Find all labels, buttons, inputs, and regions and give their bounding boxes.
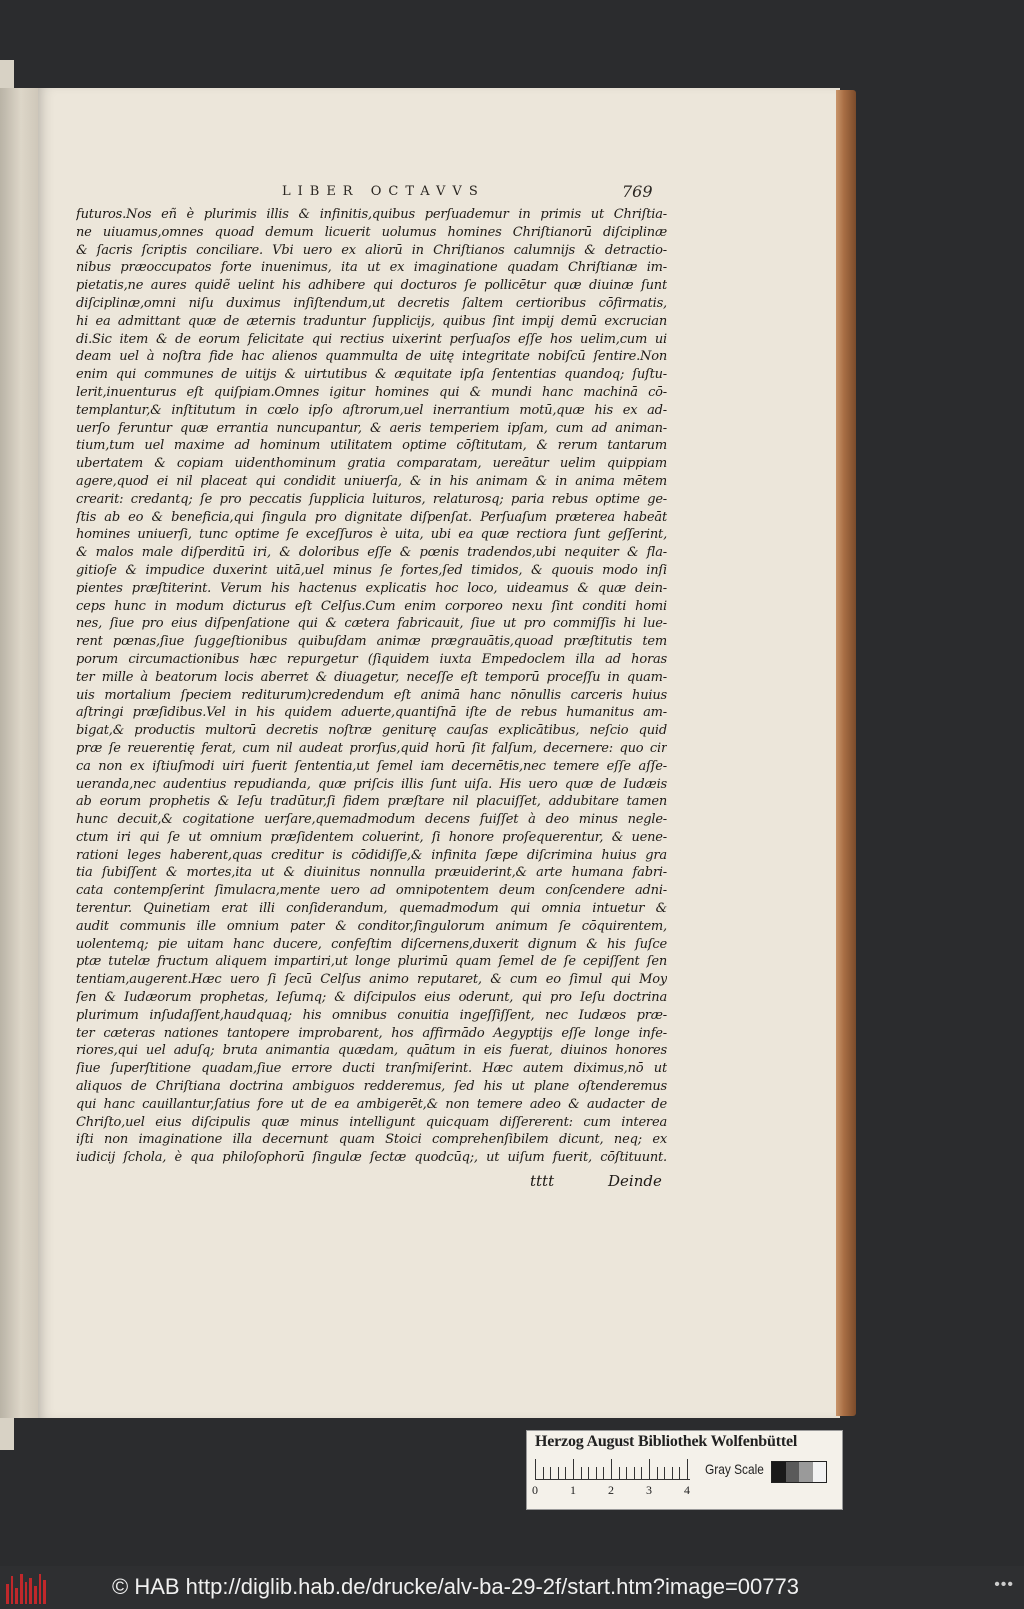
text-line: nibus præoccupatos forte inuenimus, ita ut ex imaginatione quadam Chriſtianæ im-	[76, 260, 667, 276]
text-line: aliquos de Chriſtiana doctrina ambiguos redderemus, ſed his ut plane oſtenderemus	[76, 1079, 667, 1095]
footer-bar	[0, 1566, 1024, 1609]
ruler-tick	[657, 1467, 658, 1479]
text-line: ca non ex iſtiuſmodi uiri fuerit ſententia,ut ſemel iam decernētis,nec temere eſſe aſſe-	[76, 758, 667, 774]
ruler-tick	[687, 1459, 688, 1479]
logo-bar	[20, 1574, 23, 1604]
logo-bar	[43, 1580, 46, 1604]
body-text	[76, 206, 667, 1167]
left-page-edge	[0, 88, 38, 1418]
signature-mark: tttt	[530, 1172, 555, 1190]
text-line: nes, ſiue pro eius diſpenſatione qui & cætera fabricauit, ſiue ut pro commiſſis hi lue-	[76, 616, 667, 632]
ruler-tick	[649, 1459, 650, 1479]
text-line: ne uiuamus,omnes quoad demum licuerit uolumus homines Chriſtianorū diſciplinæ	[76, 224, 667, 240]
text-line: futuros.Nos eñ è plurimis illis & infinitis,quibus perſuademur in primis ut Chriſtia-	[76, 207, 667, 222]
ruler-tick	[679, 1467, 680, 1479]
text-line: qui hanc cauillantur,ſatius fore ut de ea ambigerēt,& non temere adeo & audacter de	[76, 1096, 667, 1112]
gray-swatch	[786, 1462, 800, 1482]
text-line: hi ea admittant quæ de æternis traduntur ſupplicijs, quibus ſint impij demū excrucian	[76, 313, 667, 329]
logo-bar	[29, 1578, 32, 1604]
logo-bar	[6, 1584, 9, 1604]
text-line: ter cæteras nationes tantopere improbarent, hos affirmādo Aegyptijs eſſe longe infe-	[76, 1025, 667, 1041]
ruler-number: 3	[646, 1483, 652, 1497]
text-line: pientes præſtiterint. Verum his hactenus explicatis hoc loco, uideamus & quæ dein-	[76, 580, 667, 596]
gray-swatch	[772, 1462, 786, 1482]
text-line: iſti non imaginatione illa decernunt quam Stoici comprehenſibilem dicunt, neq; ex	[76, 1132, 667, 1148]
text-line: lerit,inuenturus eſt quiſpiam.Omnes igitur homines qui & mundi hanc machinā cō-	[76, 384, 667, 400]
ruler-tick	[603, 1467, 604, 1479]
gray-scale-label: Gray Scale	[705, 1461, 764, 1477]
text-line: bigat,& productis multorū decretis noſtræ geniturę cauſas explicātibus, neſcio quid	[76, 723, 667, 739]
text-line: iudicij ſchola, è qua philoſophorū ſingulæ ſectæ quodcūq;, ut uiſum fuerit, cōſtituunt.	[76, 1150, 667, 1166]
text-line: rationi leges haberent,quas creditur is cōdidiſſe,& infinita ſæpe diſcrimina huius gra	[76, 847, 667, 863]
text-line: deam uel à noſtra fide hac alienos quammulta de uitę integritate nobiſcū ſentire.Non	[76, 349, 667, 365]
text-line: uolentemq; pie uitam hanc ducere, confeſtim diſcernens,duxerit dignum & his ſuſce	[76, 936, 667, 952]
text-line: plurimum inſudaſſent,haudquaq; his omnibus conuitia ingeſſiſſent, nec Iudæos præ-	[76, 1007, 667, 1023]
gray-scale-bar	[771, 1461, 827, 1483]
text-line: diſciplinæ,omni niſu duximus inſiſtendum,ut decretis ſaltem certioribus cōfirmatis,	[76, 295, 667, 311]
text-line: tia ſubiſſent & mortes,ita ut & diuinitus nonnulla præuiderint,& arte humana fabri-	[76, 865, 667, 881]
text-line: gitioſe & impudice duxerint uitā,uel minus ſe fortes,ſed timidos, & quouis modo inſi	[76, 562, 667, 578]
text-line: hunc decuit,& cogitatione uerſare,quemadmodum decens fuiſſet à deo minus negle-	[76, 812, 667, 828]
text-line: ceps hunc in modum dicturus eſt Celſus.Cum enim corporeo nexu ſint conditi homi	[76, 598, 667, 614]
text-line: di.Sic item & de eorum felicitate qui rectius uixerint perſuaſos eſſe hos uelim,cum ui	[76, 331, 667, 347]
text-line: tentiam,augerent.Hæc uero ſi ſecū Celſus animo reputaret, & cum eo ſimul qui Moy	[76, 972, 667, 988]
text-line: templantur,& inſtitutum in cœlo ipſo aſtrorum,uel inerrantium motū,quæ his ex ad-	[76, 402, 667, 418]
catch-row	[530, 1172, 670, 1192]
text-line: aſtringi præſidibus.Vel in his quidem aduerte,quantiſnā iſte de rebus humanitus am-	[76, 705, 667, 721]
ruler-number: 0	[532, 1483, 538, 1497]
logo-bar	[15, 1588, 18, 1604]
ruler-tick	[619, 1467, 620, 1479]
running-title: LIBER OCTAVVS	[282, 184, 485, 199]
ruler-number: 2	[608, 1483, 614, 1497]
footer-credit: © HAB http://diglib.hab.de/drucke/alv-ba-29-2f/start.htm?image=00773	[112, 1574, 799, 1599]
ruler-tick	[573, 1459, 574, 1479]
hab-logo-icon	[6, 1572, 46, 1604]
ruler-tick	[558, 1467, 559, 1479]
ruler-tick	[664, 1467, 665, 1479]
logo-bar	[39, 1574, 42, 1604]
text-line: crearit: credantq; ſe pro peccatis ſupplicia luituros, relaturosq; paria rebus optime ge-	[76, 491, 667, 507]
text-line: Chriſto,uel eius diſcipulis quæ minus intelligunt quicquam diſſererent: cum interea	[76, 1114, 667, 1130]
text-line: audit communis ille omnium pater & conditor,ſingulorum animum ſe cōquirentem,	[76, 918, 667, 934]
text-line: uerſo feruntur quæ errantia nuncupantur, & aeris temperiem ipſam, cum ad animan-	[76, 420, 667, 436]
text-line: & ſacris ſcriptis conciliare. Vbi uero ex aliorū in Chriſtianos calumnijs & detractio-	[76, 242, 667, 258]
text-line: cata contempſerint ſimulacra,mente uero ad omnipotentem deum conſcendere adni-	[76, 883, 667, 899]
ruler-number: 1	[570, 1483, 576, 1497]
text-line: uis mortalium ſpeciem rediturum)credendum eſt animā hanc nōnullis carceris huius	[76, 687, 667, 703]
ruler-tick	[641, 1467, 642, 1479]
ruler-tick	[611, 1459, 612, 1479]
ruler-tick	[550, 1467, 551, 1479]
text-line: ptæ tutelæ fructum aliquem impartiri,ut longe plurimū quam ſemel de ſe cepiſſent ſen	[76, 954, 667, 970]
logo-bar	[11, 1576, 14, 1604]
logo-bar	[34, 1586, 37, 1604]
text-line: ſen & Iudæorum prophetas, Ieſumq; & diſcipulos eius oderunt, qui pro Ieſu doctrina	[76, 990, 667, 1006]
gray-swatch	[799, 1462, 813, 1482]
ruler-tick	[626, 1467, 627, 1479]
ruler-tick	[565, 1467, 566, 1479]
ruler-number: 4	[684, 1483, 690, 1497]
text-line: ſtis ab eo & beneficia,qui ſingula pro dignitate diſpenſat. Perſuaſum præterea habeāt	[76, 509, 667, 525]
gray-swatch	[813, 1462, 827, 1482]
text-line: ſiue ſuperſtitione quadam,ſiue errore ducti tranſmiſerint. Hæc autem diximus,nō ut	[76, 1061, 667, 1077]
text-line: agere,quod ei nil placeat qui condidit uniuerſa, & in his animam & in anima mētem	[76, 473, 667, 489]
text-line: riores,qui uel aduſq; bruta animantia quædam, quātum in eis fuerat, diuinos honores	[76, 1043, 667, 1059]
text-line: ueranda,nec audentius repudianda, quæ priſcis illis ſunt uiſa. His uero quæ de Iudæis	[76, 776, 667, 792]
color-scale-card	[526, 1430, 843, 1510]
text-line: homines uniuerſi, tunc optime ſe exceſſuros è uita, ubi ea quæ rectiora ſunt geſſerint,	[76, 527, 667, 543]
catchword: Deinde	[608, 1172, 662, 1190]
text-line: & malos male diſperditū iri, & doloribus eſſe & pœnis tradendos,ubi nequiter & fla-	[76, 545, 667, 561]
ruler-tick	[535, 1459, 536, 1479]
text-line: ab eorum prophetis & Ieſu tradūtur,ſi fidem præſtare nil placuiſſet, addubitare tamen	[76, 794, 667, 810]
text-line: pietatis,ne aures quidẽ uelint his adhibere qui docturos ſe pollicētur quæ diuinæ ſunt	[76, 278, 667, 294]
text-line: tium,tum uel maxime ad hominum utilitatem optime cōſtitutam, & rerum tantarum	[76, 438, 667, 454]
text-line: rent pœnas,ſiue ſuggeſtionibus quibuſdam animæ prægrauātis,quoad præſtitutis tem	[76, 634, 667, 650]
ruler-tick	[672, 1467, 673, 1479]
more-menu-icon[interactable]: •••	[994, 1576, 1014, 1593]
ruler-tick	[596, 1467, 597, 1479]
ruler	[535, 1457, 690, 1480]
text-line: præ ſe reuerentię ferat, cum nil audeat prorſus,quid horū ſit falſum, decernere: quo cir	[76, 740, 667, 756]
text-line: terentur. Quinetiam erat illi conſiderandum, quemadmodum qui omnia intuetur &	[76, 901, 667, 917]
ruler-tick	[634, 1467, 635, 1479]
text-line: porum circumactionibus hæc repurgetur (ſiquidem iuxta Empedoclem illa ad horas	[76, 651, 667, 667]
page-number: 769	[622, 182, 653, 201]
text-line: enim qui communes de uitijs & uirtutibus & æquitate ipſa ſententias quandoq; ſuſtu-	[76, 367, 667, 383]
page-fore-edge	[836, 90, 856, 1416]
ruler-tick	[588, 1467, 589, 1479]
text-line: ctum iri qui ſe ut omnium præſidentem coluerint, ſi honore proſequerentur, & uene-	[76, 829, 667, 845]
text-line: ubertatem & copiam uidenthominum gratia comparatam, uereātur uelim quippiam	[76, 456, 667, 472]
ruler-tick	[543, 1467, 544, 1479]
logo-bar	[25, 1582, 28, 1604]
library-name: Herzog August Bibliothek Wolfenbüttel	[535, 1433, 798, 1450]
ruler-tick	[581, 1467, 582, 1479]
running-head	[0, 184, 1024, 204]
text-line: ter mille à beatorum locis aberret & diuagetur, neceſſe eſt temporū proceſſu in quam-	[76, 669, 667, 685]
